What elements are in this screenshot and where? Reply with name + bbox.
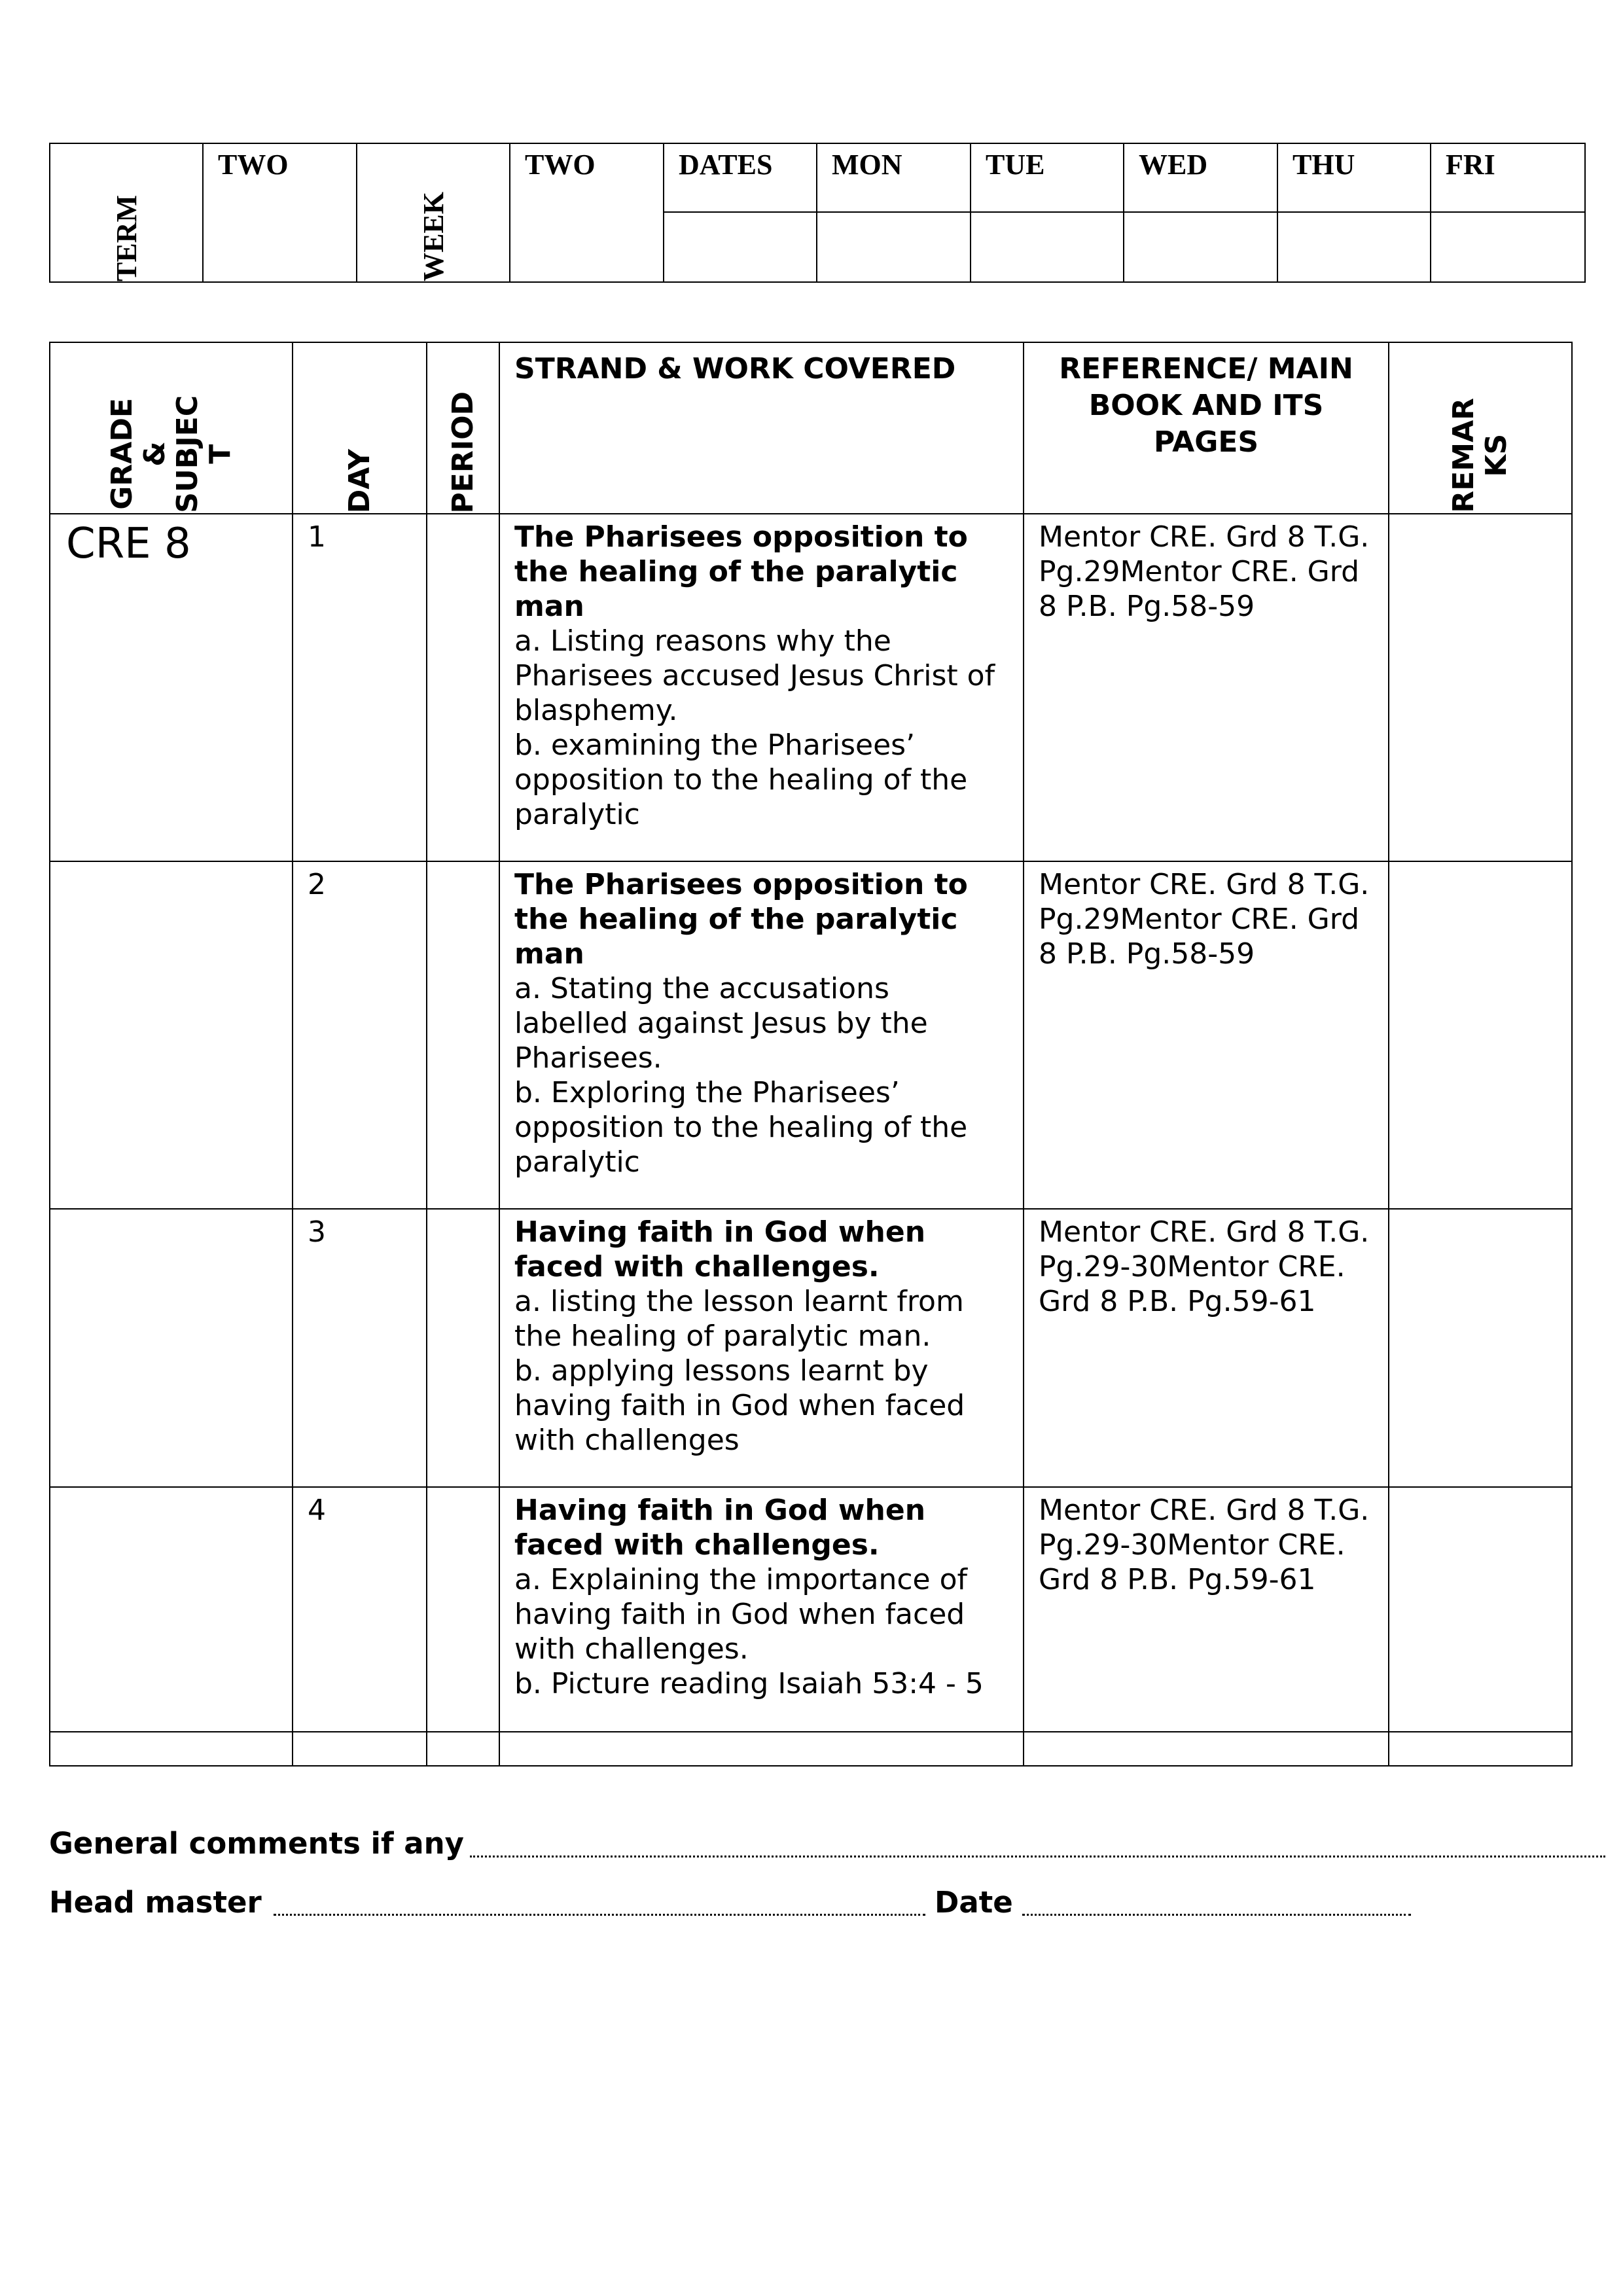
grade-subject-cell (50, 861, 293, 1209)
day-header-mon: MON (817, 143, 971, 212)
table-row (50, 861, 1572, 1209)
reference-cell: Mentor CRE. Grd 8 T.G. Pg.29-30Mentor CRE. Grd 8 P.B. Pg.59-61 (1024, 1487, 1389, 1732)
week-label: WEEK (417, 192, 450, 281)
date-cell-tue (971, 212, 1124, 282)
remarks-header: REMAR KS (1447, 398, 1513, 513)
table-row-empty (50, 1732, 1572, 1766)
day-header: DAY (342, 448, 376, 513)
work-title: Having faith in God when faced with challenges. (514, 1494, 926, 1562)
work-line-a: a. Explaining the importance of having faith in God when faced with challenges. (514, 1563, 968, 1666)
remarks-cell (1389, 1487, 1572, 1732)
empty-cell (427, 1732, 499, 1766)
work-line-b: b. Exploring the Pharisees’ opposition to the healing of the paralytic (514, 1076, 968, 1179)
day-header-thu: THU (1277, 143, 1431, 212)
general-comments-line[interactable] (470, 1856, 1605, 1857)
date-label: Date (935, 1885, 1013, 1920)
remarks-cell (1389, 1209, 1572, 1487)
remarks-cell (1389, 861, 1572, 1209)
day-header-tue: TUE (971, 143, 1124, 212)
grade-subject-header-cell (50, 342, 293, 514)
day-cell: 2 (293, 861, 427, 1209)
term-label-cell (50, 143, 203, 282)
term-label: TERM (110, 195, 143, 281)
grade-subject-cell: CRE 8 (50, 514, 293, 861)
table-row (50, 1487, 1572, 1732)
period-header: PERIOD (446, 391, 480, 513)
grade-subject-header: GRADE & SUBJEC T (105, 395, 237, 513)
period-header-cell (427, 342, 499, 514)
work-covered-cell (499, 514, 1024, 861)
term-week-table (49, 143, 1586, 283)
work-line-a: a. Listing reasons why the Pharisees accused Jesus Christ of blasphemy. (514, 624, 995, 727)
empty-cell (293, 1732, 427, 1766)
term-value: TWO (203, 143, 357, 282)
date-cell-thu (1277, 212, 1431, 282)
empty-cell (1024, 1732, 1389, 1766)
day-cell: 4 (293, 1487, 427, 1732)
period-cell (427, 1209, 499, 1487)
dates-value-cell (664, 212, 817, 282)
period-cell (427, 514, 499, 861)
week-value: TWO (510, 143, 664, 282)
lesson-plan-table (49, 342, 1573, 1767)
work-line-b: b. applying lessons learnt by having faith in God when faced with challenges (514, 1354, 965, 1457)
dates-label: DATES (664, 143, 817, 212)
week-label-cell (357, 143, 510, 282)
headmaster-label: Head master (49, 1885, 262, 1920)
grade-subject-cell (50, 1487, 293, 1732)
table-row (50, 1209, 1572, 1487)
work-title: The Pharisees opposition to the healing of the paralytic man (514, 868, 968, 971)
empty-cell (50, 1732, 293, 1766)
work-line-a: a. Stating the accusations labelled against Jesus by the Pharisees. (514, 972, 928, 1075)
empty-cell (1389, 1732, 1572, 1766)
date-cell-fri (1431, 212, 1585, 282)
day-cell: 3 (293, 1209, 427, 1487)
reference-cell: Mentor CRE. Grd 8 T.G. Pg.29Mentor CRE. Grd 8 P.B. Pg.58-59 (1024, 861, 1389, 1209)
work-covered-cell (499, 1209, 1024, 1487)
reference-header: REFERENCE/ MAIN BOOK AND ITS PAGES (1024, 342, 1389, 514)
work-title: Having faith in God when faced with challenges. (514, 1215, 926, 1283)
grade-subject-cell (50, 1209, 293, 1487)
work-covered-cell (499, 861, 1024, 1209)
general-comments-label: General comments if any (49, 1826, 464, 1861)
table-header-row (50, 342, 1572, 514)
work-line-b: b. examining the Pharisees’ opposition to the healing of the paralytic (514, 728, 968, 831)
date-cell-wed (1124, 212, 1277, 282)
work-line-a: a. listing the lesson learnt from the healing of paralytic man. (514, 1285, 964, 1353)
date-cell-mon (817, 212, 971, 282)
date-line[interactable] (1022, 1914, 1411, 1916)
period-cell (427, 1487, 499, 1732)
headmaster-signature-line[interactable] (274, 1914, 925, 1916)
reference-cell: Mentor CRE. Grd 8 T.G. Pg.29-30Mentor CRE. Grd 8 P.B. Pg.59-61 (1024, 1209, 1389, 1487)
remarks-header-cell (1389, 342, 1572, 514)
day-header-wed: WED (1124, 143, 1277, 212)
period-cell (427, 861, 499, 1209)
empty-cell (499, 1732, 1024, 1766)
work-covered-cell (499, 1487, 1024, 1732)
table-row (50, 514, 1572, 861)
day-cell: 1 (293, 514, 427, 861)
day-header-cell (293, 342, 427, 514)
work-line-b: b. Picture reading Isaiah 53:4 - 5 (514, 1667, 984, 1700)
remarks-cell (1389, 514, 1572, 861)
strand-header: STRAND & WORK COVERED (499, 342, 1024, 514)
day-header-fri: FRI (1431, 143, 1585, 212)
reference-cell: Mentor CRE. Grd 8 T.G. Pg.29Mentor CRE. Grd 8 P.B. Pg.58-59 (1024, 514, 1389, 861)
work-title: The Pharisees opposition to the healing of the paralytic man (514, 520, 968, 623)
